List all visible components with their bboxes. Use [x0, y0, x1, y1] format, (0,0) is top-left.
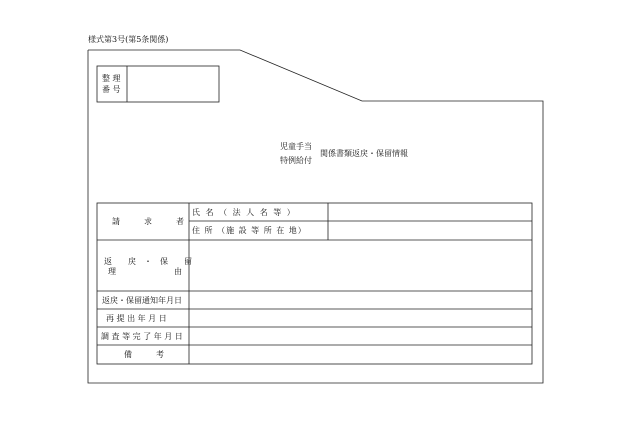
notice-date-field[interactable]	[190, 292, 531, 308]
row-label-survey-date: 調 査 等 完 了 年 月 日	[101, 332, 183, 341]
reason-label-yu: 由	[174, 267, 182, 276]
heading-jidou-teate: 児童手当	[280, 142, 312, 151]
reason-label-line1: 返 戻 ・ 保 留	[104, 257, 192, 266]
resubmit-date-field[interactable]	[190, 310, 531, 326]
reason-label-ri: 理	[108, 267, 116, 276]
row-label-remarks: 備 考	[124, 350, 164, 359]
survey-date-field[interactable]	[190, 328, 531, 344]
reason-field[interactable]	[190, 241, 531, 290]
form-number-label: 様式第3号(第5条関係)	[88, 35, 169, 44]
row-label-notice-date: 返戻・保留通知年月日	[102, 296, 182, 305]
seikyusha-label: 請 求 者	[112, 217, 184, 226]
heading-title: 関係書類返戻・保留情報	[320, 149, 408, 158]
address-label: 住 所 （施 設 等 所 在 地）	[192, 226, 307, 235]
seiri-label-line2: 番 号	[102, 85, 121, 94]
seiri-label-line1: 整 理	[102, 74, 121, 83]
seiri-number-field[interactable]	[128, 67, 218, 101]
row-label-resubmit-date: 再 提 出 年 月 日	[106, 314, 167, 323]
name-label: 氏 名 （ 法 人 名 等 ）	[192, 208, 297, 217]
address-field[interactable]	[329, 222, 531, 239]
heading-tokurei-kyufu: 特例給付	[280, 156, 312, 165]
remarks-field[interactable]	[190, 346, 531, 363]
name-field[interactable]	[329, 204, 531, 220]
